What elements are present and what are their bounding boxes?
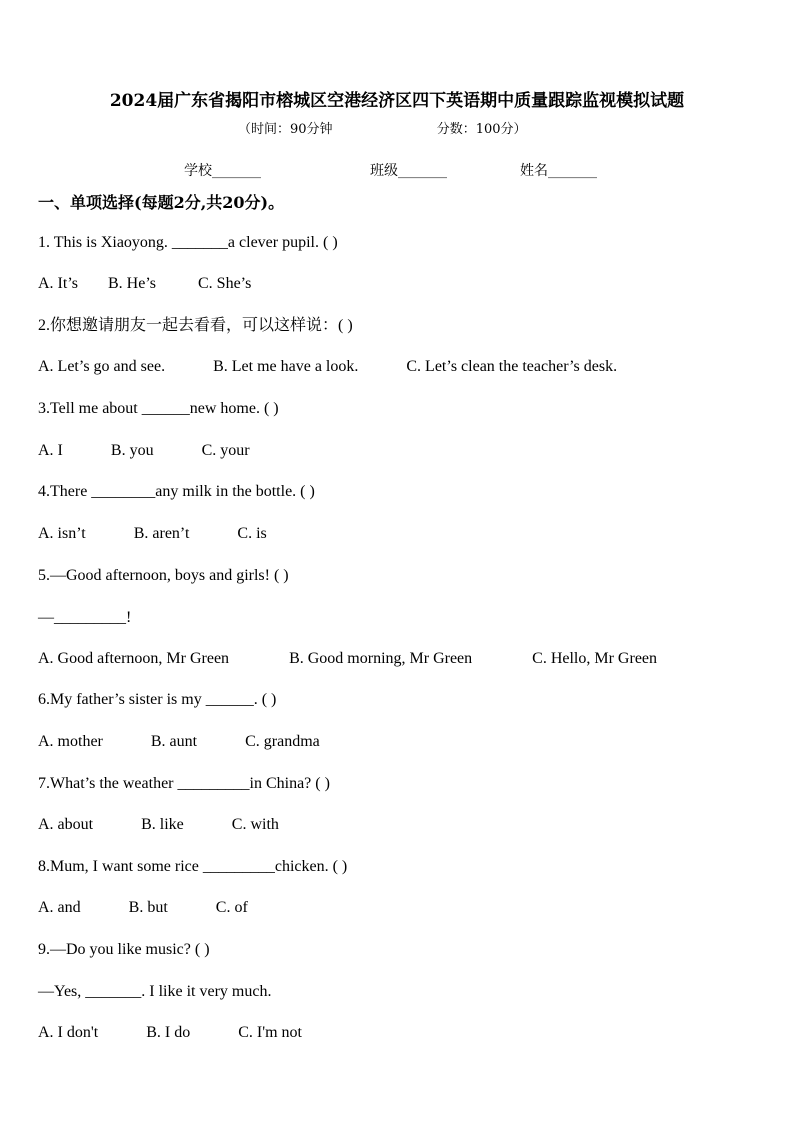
section-heading: 一、单项选择(每题2分,共20分)。 [38, 193, 285, 212]
option-a: A. Let’s go and see. [38, 358, 166, 375]
option-a: A. and [38, 899, 81, 916]
question-9: 9.—Do you like music? ( ) [38, 941, 210, 958]
option-c: C. Hello, Mr Green [532, 650, 658, 667]
option-b: B. but [128, 899, 168, 916]
option-a: A. It’s [38, 275, 78, 292]
question-4: 4.There ________any milk in the bottle. ( ) [38, 483, 315, 500]
option-b: B. Good morning, Mr Green [289, 650, 473, 667]
option-c: C. She’s [198, 275, 252, 292]
question-3-options [38, 441, 250, 461]
option-b: B. Let me have a look. [213, 358, 359, 375]
question-5-options [38, 649, 657, 669]
class-field: 班级_______ [370, 163, 447, 179]
question-6: 6.My father’s sister is my ______. ( ) [38, 691, 277, 708]
question-8-options [38, 898, 248, 918]
option-c: C. I'm not [238, 1024, 302, 1041]
option-b: B. I do [146, 1024, 191, 1041]
question-3: 3.Tell me about ______new home. ( ) [38, 400, 279, 417]
question-4-options [38, 524, 267, 544]
option-a: A. I don't [38, 1024, 99, 1041]
option-c: C. with [231, 816, 279, 833]
option-a: A. mother [38, 733, 103, 750]
option-a: A. about [38, 816, 94, 833]
option-a: A. isn’t [38, 525, 86, 542]
question-2: 2.你想邀请朋友一起去看看，可以这样说：( ) [38, 317, 353, 334]
question-1: 1. This is Xiaoyong. _______a clever pupil. ( ) [38, 234, 338, 251]
option-b: B. He’s [108, 275, 156, 292]
option-c: C. is [237, 525, 267, 542]
option-b: B. aunt [150, 733, 198, 750]
option-c: C. Let’s clean the teacher’s desk. [406, 358, 618, 375]
option-a: A. I [38, 442, 63, 459]
exam-score: 分数：100分） [436, 122, 527, 137]
option-c: C. of [215, 899, 248, 916]
question-9-options [38, 1023, 302, 1043]
question-5-reply: —_________! [38, 609, 132, 626]
question-9-reply: —Yes, _______. I like it very much. [38, 983, 272, 1000]
exam-time: （时间：90分钟 [238, 122, 333, 137]
option-b: B. aren’t [133, 525, 190, 542]
option-c: C. grandma [245, 733, 320, 750]
option-c: C. your [201, 442, 250, 459]
question-6-options [38, 732, 320, 752]
question-8: 8.Mum, I want some rice _________chicken. ( ) [38, 858, 348, 875]
exam-meta [238, 118, 527, 137]
question-1-options [38, 274, 251, 294]
name-field: 姓名_______ [520, 163, 597, 179]
question-2-options [38, 357, 617, 377]
option-a: A. Good afternoon, Mr Green [38, 650, 230, 667]
question-5: 5.—Good afternoon, boys and girls! ( ) [38, 567, 289, 584]
option-b: B. you [110, 442, 154, 459]
school-field: 学校_______ [184, 163, 261, 179]
option-b: B. like [141, 816, 184, 833]
question-7-options [38, 815, 279, 835]
question-7: 7.What’s the weather _________in China? ( ) [38, 775, 330, 792]
exam-title: 2024届广东省揭阳市榕城区空港经济区四下英语期中质量跟踪监视模拟试题 [109, 91, 685, 111]
